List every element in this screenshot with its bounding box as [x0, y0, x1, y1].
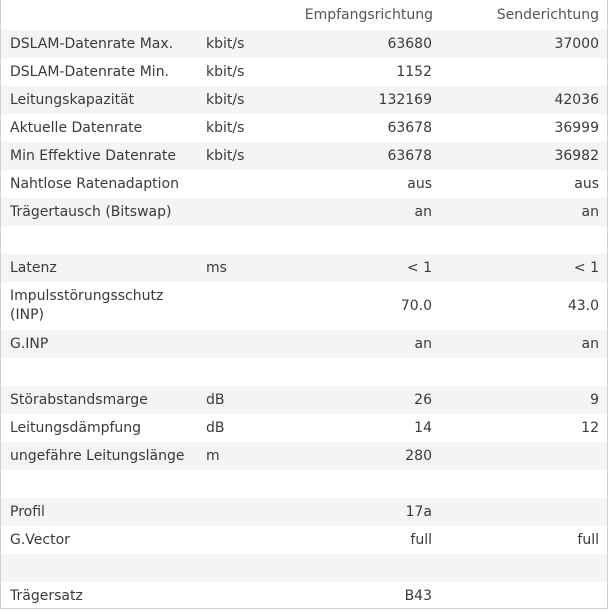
table-row-spacer: [1, 226, 607, 254]
row-downstream-value: 26: [277, 386, 441, 414]
row-unit: [197, 226, 277, 254]
row-unit: ms: [197, 254, 277, 282]
row-upstream-value: [441, 226, 607, 254]
table-row: [1, 86, 607, 114]
row-unit: [197, 526, 277, 554]
table-row: [1, 58, 607, 86]
row-label: Impulsstörungsschutz (INP): [10, 288, 164, 323]
row-upstream-value: an: [441, 198, 607, 226]
row-unit: kbit/s: [206, 119, 245, 136]
dsl-info-table: [1, 0, 607, 609]
row-upstream-value: 12: [581, 419, 599, 436]
table-row: [1, 198, 607, 226]
table-row: [1, 498, 607, 526]
table-row-spacer: [1, 358, 607, 386]
table-header-row: [1, 0, 607, 30]
row-unit: dB: [206, 419, 225, 436]
row-upstream-value: full: [577, 531, 599, 548]
row-label: Trägersatz: [10, 587, 83, 604]
row-upstream-value: 43.0: [567, 297, 599, 314]
row-downstream-value: B43: [404, 587, 432, 604]
row-downstream-value: [277, 358, 441, 386]
table-row: [1, 142, 607, 170]
row-label: Latenz: [1, 254, 197, 282]
header-upstream: Senderichtung: [441, 0, 607, 30]
row-label: Profil: [1, 498, 197, 526]
row-upstream-value: 36999: [554, 119, 599, 136]
row-label: G.INP: [1, 330, 197, 358]
row-downstream-value: aus: [407, 175, 432, 192]
table-row-spacer: [1, 554, 607, 582]
table-row: [1, 282, 607, 330]
row-label: Min Effektive Datenrate: [1, 142, 197, 170]
table-row: [1, 114, 607, 142]
row-upstream-value: an: [441, 330, 607, 358]
row-label: [1, 358, 197, 386]
row-upstream-value: < 1: [441, 254, 607, 282]
header-downstream: Empfangsrichtung: [277, 0, 441, 30]
row-downstream-value: < 1: [277, 254, 441, 282]
row-unit: [197, 470, 277, 498]
row-downstream-value: 17a: [277, 498, 441, 526]
row-upstream-value: [441, 442, 607, 470]
table-row: [1, 330, 607, 358]
table-row-spacer: [1, 470, 607, 498]
table-row: [1, 30, 607, 58]
row-upstream-value: 9: [441, 386, 607, 414]
row-downstream-value: [277, 554, 441, 582]
row-downstream-value: full: [410, 531, 432, 548]
row-label: Aktuelle Datenrate: [10, 119, 143, 136]
row-downstream-value: 70.0: [400, 297, 432, 314]
row-label: DSLAM-Datenrate Min.: [10, 63, 170, 80]
row-downstream-value: 63678: [387, 119, 432, 136]
table-row: [1, 170, 607, 198]
row-upstream-value: [441, 470, 607, 498]
row-upstream-value: [441, 498, 607, 526]
row-unit: [197, 554, 277, 582]
row-upstream-value: 36982: [441, 142, 607, 170]
row-upstream-value: [441, 582, 607, 609]
row-label: ungefähre Leitungslänge: [1, 442, 197, 470]
row-unit: [197, 170, 277, 198]
row-upstream-value: aus: [574, 175, 599, 192]
row-downstream-value: 63680: [277, 30, 441, 58]
header-unit: [197, 0, 277, 30]
row-unit: dB: [197, 386, 277, 414]
row-downstream-value: an: [277, 330, 441, 358]
table-row: [1, 414, 607, 442]
row-label: [1, 554, 197, 582]
row-downstream-value: 132169: [277, 86, 441, 114]
row-unit: kbit/s: [197, 86, 277, 114]
row-label: Trägertausch (Bitswap): [1, 198, 197, 226]
table-row: [1, 442, 607, 470]
row-upstream-value: 42036: [441, 86, 607, 114]
row-label: G.Vector: [10, 531, 70, 548]
row-unit: m: [197, 442, 277, 470]
row-unit: [197, 282, 277, 330]
row-label: Leitungskapazität: [1, 86, 197, 114]
row-unit: [197, 498, 277, 526]
row-upstream-value: [441, 58, 607, 86]
table-row: [1, 254, 607, 282]
table-row: [1, 526, 607, 554]
row-label: Störabstandsmarge: [1, 386, 197, 414]
row-downstream-value: [277, 470, 441, 498]
row-downstream-value: an: [277, 198, 441, 226]
row-label: [1, 470, 197, 498]
row-upstream-value: [441, 554, 607, 582]
row-upstream-value: 37000: [441, 30, 607, 58]
row-unit: kbit/s: [197, 142, 277, 170]
row-upstream-value: [441, 358, 607, 386]
row-unit: [197, 358, 277, 386]
row-label: [1, 226, 197, 254]
row-unit: [197, 582, 277, 609]
row-unit: kbit/s: [206, 63, 245, 80]
table-row: [1, 386, 607, 414]
row-unit: [197, 330, 277, 358]
row-downstream-value: 14: [414, 419, 432, 436]
row-label: Nahtlose Ratenadaption: [10, 175, 179, 192]
header-label: [1, 0, 197, 30]
row-downstream-value: [277, 226, 441, 254]
row-downstream-value: 63678: [277, 142, 441, 170]
row-unit: kbit/s: [197, 30, 277, 58]
row-downstream-value: 280: [277, 442, 441, 470]
row-label: Leitungsdämpfung: [10, 419, 142, 436]
row-label: DSLAM-Datenrate Max.: [1, 30, 197, 58]
table-row: [1, 582, 607, 609]
row-unit: [197, 198, 277, 226]
row-downstream-value: 1152: [396, 63, 432, 80]
